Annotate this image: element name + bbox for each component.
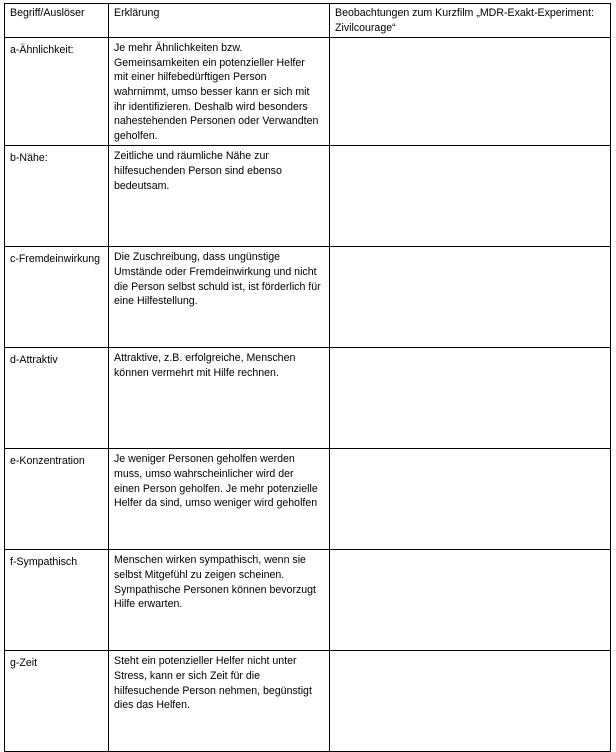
table-row	[5, 550, 611, 651]
explanation-cell: Je weniger Personen geholfen werden muss, umso wahrscheinlicher wird der einen Person geholfen. Je mehr potenzielle Helfer da sind, umso weniger wird geholfen	[109, 449, 330, 550]
worksheet-table	[4, 3, 611, 752]
term-cell: a-Ähnlichkeit:	[5, 38, 109, 146]
term-cell: g-Zeit	[5, 651, 109, 752]
header-observations: Beobachtungen zum Kurzfilm „MDR-Exakt-Experiment: Zivilcourage“	[330, 4, 611, 38]
header-term: Begriff/Auslöser	[5, 4, 109, 38]
explanation-cell: Zeitliche und räumliche Nähe zur hilfesuchenden Person sind ebenso bedeutsam.	[109, 146, 330, 247]
header-row	[5, 4, 611, 38]
explanation-cell: Je mehr Ähnlichkeiten bzw. Gemeinsamkeiten ein potenzieller Helfer mit einer hilfebedürftigen Person wahrnimmt, umso besser kann er sich mit ihr identifizieren. Deshalb wird besonders nahestehenden Personen oder Verwandten geholfen.	[109, 38, 330, 146]
observation-cell[interactable]	[330, 348, 611, 449]
explanation-cell: Die Zuschreibung, dass ungünstige Umstände oder Fremdeinwirkung und nicht die Person selbst schuld ist, ist förderlich für eine Hilfestellung.	[109, 247, 330, 348]
table-row	[5, 651, 611, 752]
explanation-cell: Attraktive, z.B. erfolgreiche, Menschen können vermehrt mit Hilfe rechnen.	[109, 348, 330, 449]
observation-cell[interactable]	[330, 247, 611, 348]
table-row	[5, 146, 611, 247]
observation-cell[interactable]	[330, 550, 611, 651]
term-cell: d-Attraktiv	[5, 348, 109, 449]
term-cell: e-Konzentration	[5, 449, 109, 550]
header-explanation: Erklärung	[109, 4, 330, 38]
term-cell: f-Sympathisch	[5, 550, 109, 651]
observation-cell[interactable]	[330, 146, 611, 247]
table-row	[5, 38, 611, 146]
table-row	[5, 247, 611, 348]
term-cell: c-Fremdeinwirkung	[5, 247, 109, 348]
observation-cell[interactable]	[330, 38, 611, 146]
table-row	[5, 348, 611, 449]
table-row	[5, 449, 611, 550]
explanation-cell: Menschen wirken sympathisch, wenn sie selbst Mitgefühl zu zeigen scheinen. Sympathische Personen können bevorzugt Hilfe erwarten.	[109, 550, 330, 651]
observation-cell[interactable]	[330, 651, 611, 752]
term-cell: b-Nähe:	[5, 146, 109, 247]
explanation-cell: Steht ein potenzieller Helfer nicht unter Stress, kann er sich Zeit für die hilfesuchende Person nehmen, begünstigt dies das Helfen.	[109, 651, 330, 752]
observation-cell[interactable]	[330, 449, 611, 550]
